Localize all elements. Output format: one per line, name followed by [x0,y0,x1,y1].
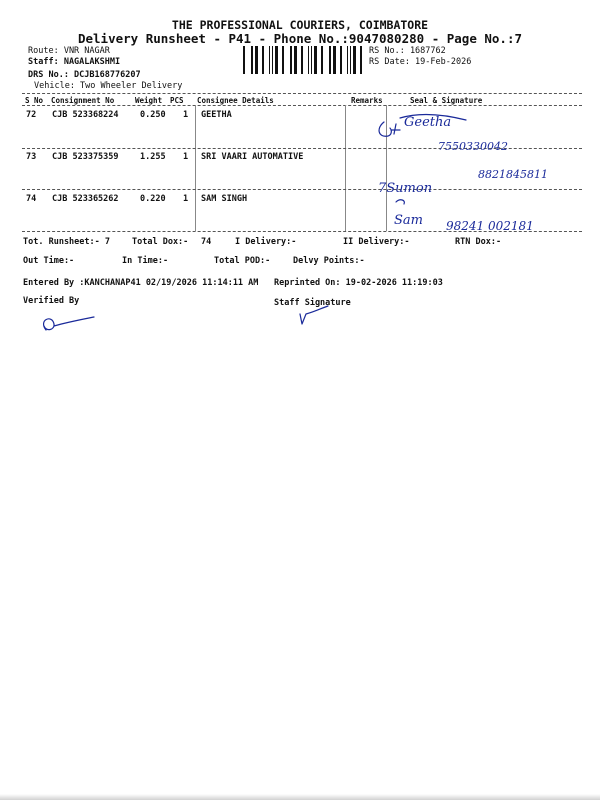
table-row-sno: 73 [26,152,37,162]
hw-phone-sumon: 8821845811 [478,168,548,181]
col-pcs: PCS [170,96,184,105]
page-bottom-edge [0,794,600,800]
table-row-consignment: CJB 523365262 [52,194,119,204]
table-row-weight: 1.255 [140,152,166,162]
vehicle-label: Vehicle: Two Wheeler Delivery [34,81,183,91]
route-label: Route: VNR NAGAR [28,46,110,56]
col-consignee: Consignee Details [197,96,274,105]
summary-total-pod: Total POD:- [214,256,271,266]
summary-delvy-points: Delvy Points:- [293,256,365,266]
hw-phone-geetha: 7550330042 [438,140,508,153]
staff-label: Staff: NAGALAKSHMI [28,57,121,67]
col-consignment: Consignment No [51,96,115,105]
table-row-consignment: CJB 523368224 [52,110,119,120]
entered-by: Entered By :KANCHANAP41 02/19/2026 11:14:11 AM [23,278,259,288]
company-title: THE PROFESSIONAL COURIERS, COIMBATORE [171,18,429,32]
hw-phone-sam: 98241 002181 [446,219,534,233]
summary-in-time: In Time:- [122,256,169,266]
summary-total-dox-value: 74 [201,237,212,247]
verified-by-signature [36,308,106,338]
table-row-weight: 0.250 [140,110,166,120]
table-row-pcs: 1 [183,110,189,120]
table-row-consignee: GEETHA [201,110,232,120]
table-row-consignee: SRI VAARI AUTOMATIVE [201,152,304,162]
reprinted-on: Reprinted On: 19-02-2026 11:19:03 [274,278,443,288]
staff-signature-label: Staff Signature [274,298,351,308]
col-seal-signature: Seal & Signature [410,96,483,105]
hw-name-geetha: Geetha [404,115,452,130]
rs-number: RS No.: 1687762 [369,46,446,56]
summary-out-time: Out Time:- [23,256,75,266]
barcode [242,46,366,74]
summary-i-delivery: I Delivery:- [235,237,297,247]
table-row-sno: 72 [26,110,37,120]
summary-rtn-dox: RTN Dox:- [455,237,502,247]
rs-date: RS Date: 19-Feb-2026 [369,57,472,67]
handwritten-signatures [370,108,580,238]
col-remarks: Remarks [351,96,383,105]
col-sno: S No [25,96,44,105]
col-weight: Weight [135,96,163,105]
summary-tot-runsheet: Tot. Runsheet:- 7 [23,237,110,247]
runsheet-subtitle: Delivery Runsheet - P41 - Phone No.:9047080280 - Page No.:7 [77,31,522,46]
hw-name-sumon: 7Sumon [378,181,433,196]
staff-signature-scribble [292,304,342,330]
summary-ii-delivery: II Delivery:- [343,237,410,247]
hw-name-sam: Sam [394,213,423,228]
table-row-weight: 0.220 [140,194,166,204]
table-row-sno: 74 [26,194,37,204]
table-row-pcs: 1 [183,194,189,204]
table-row-consignee: SAM SINGH [201,194,248,204]
table-row-consignment: CJB 523375359 [52,152,119,162]
verified-by-label: Verified By [23,296,80,306]
table-row-pcs: 1 [183,152,189,162]
drs-label: DRS No.: DCJB168776207 [28,70,141,80]
summary-total-dox: Total Dox:- [132,237,189,247]
